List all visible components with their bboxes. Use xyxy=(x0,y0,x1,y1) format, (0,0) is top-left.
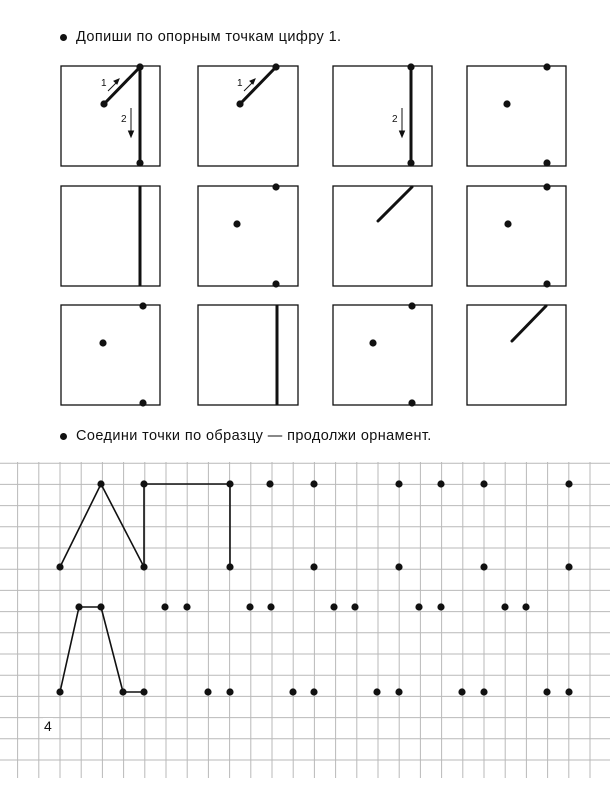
ornament-dot xyxy=(480,563,487,570)
ornament-dot xyxy=(351,603,358,610)
ornament-dot xyxy=(226,688,233,695)
ornament-dot xyxy=(330,603,337,610)
ornament-dot xyxy=(522,603,529,610)
ornament-dot xyxy=(267,603,274,610)
ornament-dot xyxy=(97,480,104,487)
ornament-dot xyxy=(204,688,211,695)
ornament-dot xyxy=(226,480,233,487)
step-1-label: 1 xyxy=(101,78,107,89)
ornament-dot xyxy=(75,603,82,610)
ornament-dot xyxy=(437,603,444,610)
page-number: 4 xyxy=(44,718,52,734)
ornament-dot xyxy=(395,688,402,695)
ornament-dot xyxy=(480,480,487,487)
task-2-text: Соедини точки по образцу — продолжи орнамент. xyxy=(76,428,432,444)
ornament-dot xyxy=(480,688,487,695)
ornament-dot xyxy=(289,688,296,695)
ornament-dot xyxy=(161,603,168,610)
ornament-dot xyxy=(119,688,126,695)
ornament-dot xyxy=(183,603,190,610)
step-2-label: 2 xyxy=(392,114,398,125)
ornament-dot xyxy=(565,688,572,695)
ornament-dot xyxy=(310,563,317,570)
step-1-label: 1 xyxy=(237,78,243,89)
ornament-dot xyxy=(415,603,422,610)
step-2-label: 2 xyxy=(121,114,127,125)
task-1-text: Допиши по опорным точкам цифру 1. xyxy=(76,29,342,45)
ornament-dot xyxy=(266,480,273,487)
ornament-dot xyxy=(565,563,572,570)
ornament-dot xyxy=(501,603,508,610)
ornament-dot xyxy=(437,480,444,487)
ornament-dot xyxy=(373,688,380,695)
ornament-dot xyxy=(140,563,147,570)
ornament-dot xyxy=(140,688,147,695)
ornament-dot xyxy=(140,480,147,487)
ornament-dot xyxy=(395,480,402,487)
ornament-dot xyxy=(395,563,402,570)
ornament-dot xyxy=(56,688,63,695)
ornament-dot xyxy=(246,603,253,610)
ornament-dot xyxy=(97,603,104,610)
ornament-dot xyxy=(458,688,465,695)
ornament-dot xyxy=(310,688,317,695)
ornament-dot xyxy=(543,688,550,695)
ornament-dot xyxy=(310,480,317,487)
grid-lines xyxy=(0,462,610,778)
ornament-dot xyxy=(565,480,572,487)
ornament-dot xyxy=(226,563,233,570)
ornament-dot xyxy=(56,563,63,570)
